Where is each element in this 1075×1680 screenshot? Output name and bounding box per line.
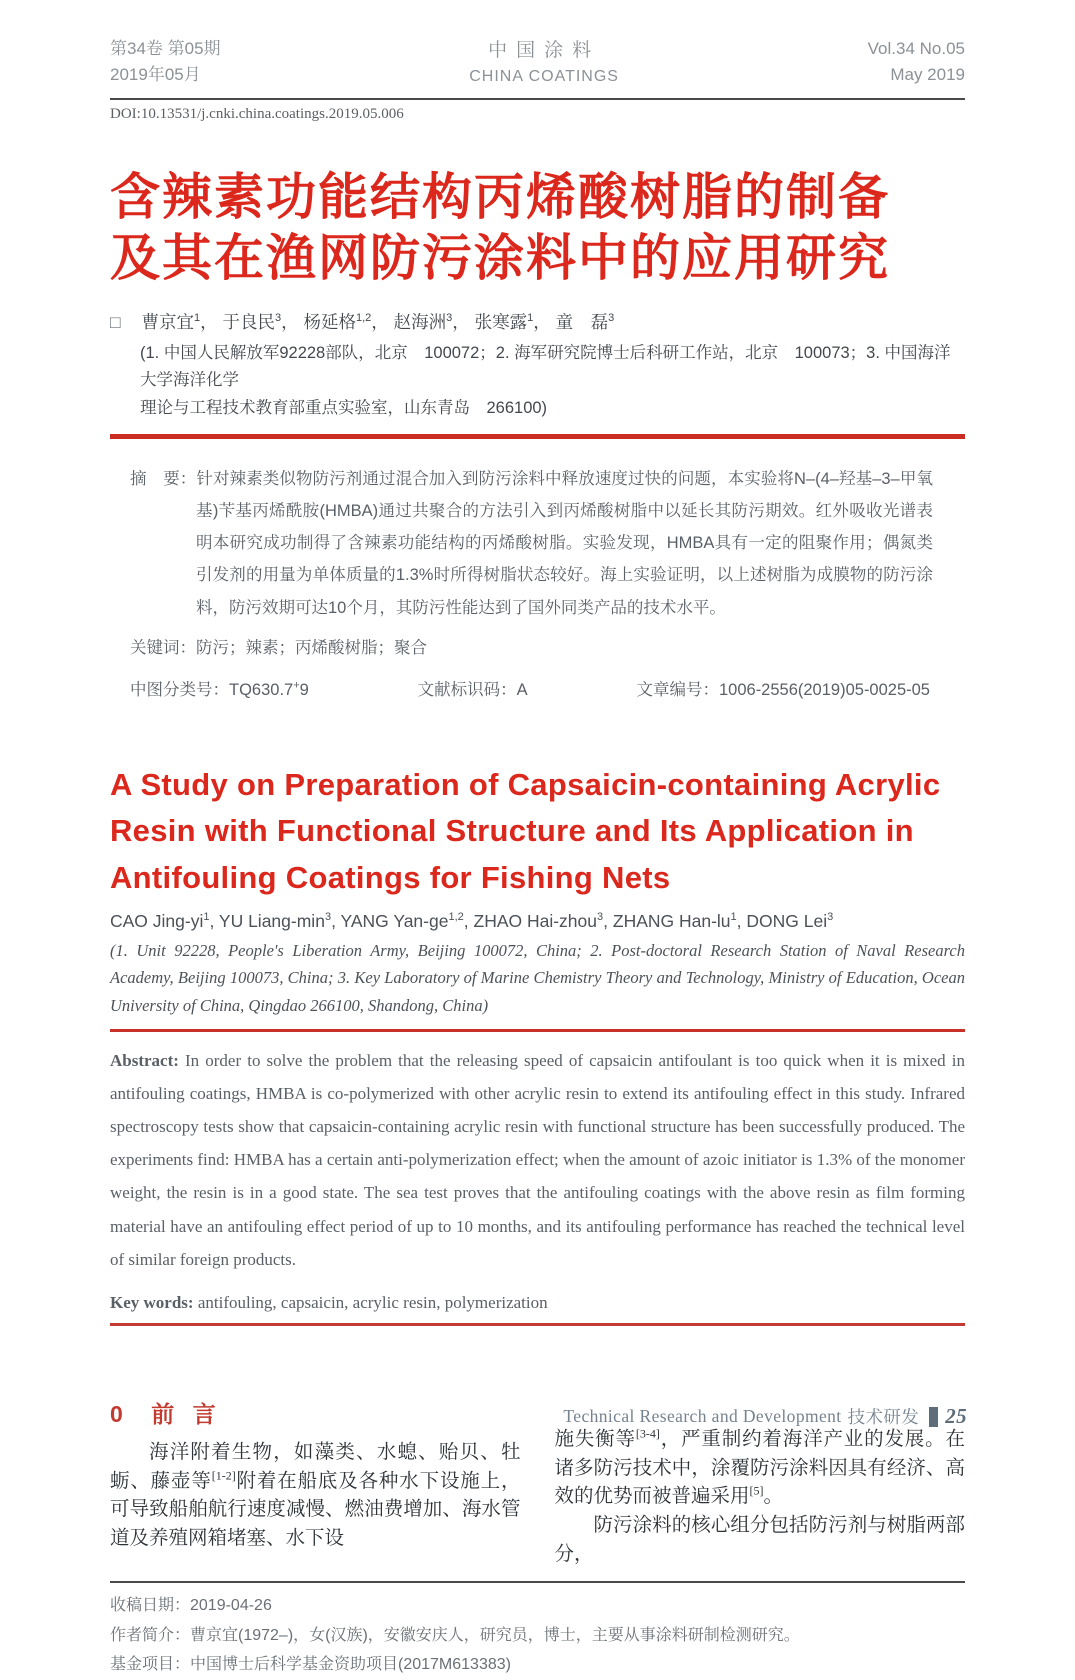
citation-ref: [1-2]	[211, 1468, 236, 1483]
author-en: ZHANG Han-$lu^1$,	[612, 911, 747, 932]
column-left	[110, 1396, 521, 1569]
affiliation-cn-line1: (1. 中国人民解放军92228部队，北京 100072；2. 海军研究院博士后科研工作站，北京 100073；3. 中国海洋大学海洋化学	[140, 344, 951, 390]
article-title-en-line3: Antifouling Coatings for Fishing Nets	[110, 859, 671, 895]
article-title-en	[110, 762, 965, 902]
footnote-divider	[110, 1581, 965, 1583]
abstract-en	[110, 1044, 965, 1276]
article-title-cn	[110, 167, 965, 289]
red-divider-top	[110, 434, 965, 439]
keywords-cn	[130, 634, 933, 658]
author-cn: 赵海洲$^3$，	[393, 312, 470, 333]
keywords-cn-label: 关键词：	[130, 638, 196, 657]
keywords-en	[110, 1293, 965, 1313]
keywords-en-label: Key words:	[110, 1292, 194, 1312]
author-cn: 童 磊$^3$	[555, 312, 615, 333]
abstract-cn-label: 摘 要：	[130, 469, 197, 488]
section-title: 前 言	[151, 1400, 222, 1427]
section-number: 0	[110, 1400, 123, 1427]
authors-cn	[110, 309, 965, 334]
section-heading-intro	[110, 1396, 521, 1429]
red-divider-english	[110, 1029, 965, 1032]
classification-row	[130, 676, 930, 700]
footer-section-cn: 技术研发	[847, 1407, 920, 1427]
abstract-en-text: In order to solve the problem that the releasing speed of capsaicin antifoulant is too quick when it is mixed in antifouling coatings, HMBA is co-polymerized with other acrylic resin to extend its antifouling effect in this study. Infrared spectroscopy tests show that capsaicin-containing acrylic resin with functional structure has been successfully produced. The experiments find: HMBA has a certain anti-polymerization effect; when the amount of azoic initiator is 1.3% of the monomer weight, the resin is in a good state. The sea test proves that the antifouling coatings with the above resin as film forming material have an antifouling effect period of up to 10 months, and its antifouling performance has reached the technical level of similar foreign products.	[110, 1050, 965, 1269]
article-title-cn-line2: 及其在渔网防污涂料中的应用研究	[110, 230, 890, 287]
doi-line: DOI:10.13531/j.cnki.china.coatings.2019.05.006	[110, 106, 404, 123]
author-cn: 张寒露$^1$，	[474, 312, 551, 333]
page-footer	[563, 1404, 967, 1429]
author-en: YANG Yan-ge$^{1,2}$,	[340, 911, 474, 932]
journal-name-cn: 中国涂料	[488, 40, 601, 61]
header-journal-name	[469, 36, 619, 90]
red-divider-keywords	[110, 1323, 965, 1326]
article-title-en-line2: Resin with Functional Structure and Its Application in	[110, 813, 914, 849]
header-volume-en	[868, 36, 965, 89]
journal-name-en: CHINA COATINGS	[469, 68, 619, 86]
abstract-en-label: Abstract:	[110, 1050, 179, 1070]
document-code: 文献标识码：A	[417, 680, 528, 699]
affiliation-en: (1. Unit 92228, People's Liberation Army, Beijing 100072, China; 2. Post-doctoral Research Station of Naval Research Academy, Beijing 100073, China; 3. Key Laboratory of Marine Chemistry Theory and Technology, Ministry of Education, Ocean University of China, Qingdao 266100, Shandong, China)	[110, 941, 965, 1015]
footnote-author-bio: 作者简介：曹京宜(1972–)，女(汉族)，安徽安庆人，研究员，博士，主要从事涂料研制检测研究。	[110, 1626, 800, 1644]
volume-en-line2: May 2019	[890, 65, 965, 85]
author-en: CAO Jing-$yi^1$,	[110, 911, 219, 932]
volume-en-line1: Vol.34 No.05	[867, 39, 965, 58]
author-cn: 曹京宜$^1$，	[141, 312, 218, 333]
article-title-en-line1: A Study on Preparation of Capsaicin-containing Acrylic	[110, 766, 941, 802]
author-en: YU Liang-$\min^3$,	[218, 911, 341, 932]
author-cn: 于良民$^3$，	[222, 312, 299, 333]
page-number: 25	[945, 1404, 967, 1428]
author-cn: 杨延格$^{1,2}$，	[303, 312, 389, 333]
citation-ref: [5]	[749, 1483, 764, 1498]
footnote-fund-project: 基金项目：中国博士后科学基金资助项目(2017M613383)	[110, 1656, 511, 1674]
affiliation-cn	[140, 340, 965, 422]
authors-en	[110, 911, 965, 932]
volume-cn-line1: 第34卷 第05期	[110, 39, 221, 58]
intro-paragraph-2: 防污涂料的核心组分包括防污剂与树脂两部分，	[554, 1514, 965, 1565]
intro-paragraph-left: 海洋附着生物，如藻类、水螅、贻贝、牡蛎、藤壶等[1-2]附着在船底及各种水下设施上，可导致船舶航行速度减慢、燃油费增加、海水管道及养殖网箱堵塞、水下设	[110, 1441, 521, 1549]
citation-ref: [3-4]	[635, 1426, 660, 1441]
author-marker: □	[110, 312, 121, 333]
author-en: DONG Lei$^3$	[746, 911, 834, 932]
volume-cn-line2: 2019年05月	[110, 65, 201, 85]
abstract-cn	[130, 463, 933, 624]
keywords-cn-text: 防污；辣素；丙烯酸树脂；聚合	[196, 638, 427, 657]
article-number: 文章编号：1006-2556(2019)05-0025-05	[636, 680, 930, 699]
author-en: ZHAO Hai-zhou$^3$,	[473, 911, 613, 932]
footer-section-en: Technical Research and Development	[563, 1406, 842, 1426]
abstract-cn-text: 针对辣素类似物防污剂通过混合加入到防污涂料中释放速度过快的问题，本实验将N–(4–羟基–3–甲氧基)苄基丙烯酰胺(HMBA)通过共聚合的方法引入到丙烯酸树脂中以延长其防污期效。红外吸收光谱表明本研究成功制得了含辣素功能结构的丙烯酸树脂。实验发现，HMBA具有一定的阻聚作用；偶氮类引发剂的用量为单体质量的1.3%时所得树脂状态较好。海上实验证明，以上述树脂为成膜物的防污涂料，防污效期可达10个月，其防污性能达到了国外同类产品的技术水平。	[196, 469, 933, 617]
journal-header	[110, 36, 965, 100]
footnotes	[110, 1591, 965, 1680]
article-title-cn-line1: 含辣素功能结构丙烯酸树脂的制备	[110, 169, 890, 226]
header-volume-cn	[110, 36, 221, 89]
clc-number: 中图分类号：TQ630.7+9	[130, 679, 309, 699]
footnote-received-date: 收稿日期：2019-04-26	[110, 1597, 272, 1615]
intro-paragraph-right: 施失衡等[3-4]，严重制约着海洋产业的发展。在诸多防污技术中，涂覆防污涂料因具有经济、高效的优势而被普遍采用[5]。	[554, 1426, 965, 1508]
footer-bar	[929, 1407, 938, 1427]
affiliation-cn-line2: 理论与工程技术教育部重点实验室，山东青岛 266100)	[140, 398, 548, 417]
keywords-en-text: antifouling, capsaicin, acrylic resin, polymerization	[193, 1292, 548, 1312]
